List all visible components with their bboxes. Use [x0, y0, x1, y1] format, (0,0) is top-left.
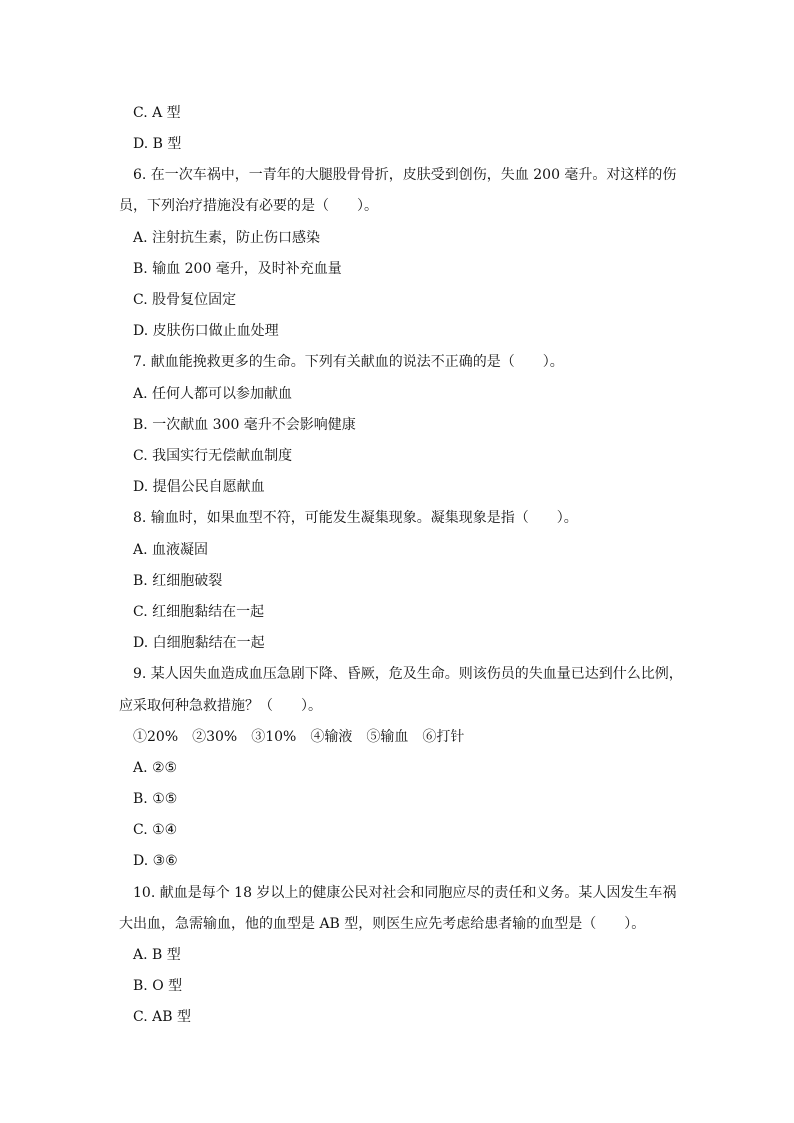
q9-option-d: D. ③⑥: [133, 853, 178, 869]
q7-option-b: B. 一次献血 300 毫升不会影响健康: [133, 417, 356, 433]
question-8-text: 8. 输血时，如果血型不符，可能发生凝集现象。凝集现象是指（ ）。: [133, 510, 578, 526]
question-9-text-cont: 应采取何种急救措施？（ ）。: [119, 698, 322, 714]
q9-choices: ①20% ②30% ③10% ④输液 ⑤输血 ⑥打针: [133, 729, 465, 745]
q9-option-b: B. ①⑤: [133, 791, 178, 807]
q8-option-b: B. 红细胞破裂: [133, 573, 223, 589]
question-9-text: 9. 某人因失血造成血压急剧下降、昏厥，危及生命。则该伤员的失血量已达到什么比例，: [133, 666, 683, 682]
question-6-text: 6. 在一次车祸中，一青年的大腿股骨骨折，皮肤受到创伤，失血 200 毫升。对这样的伤: [133, 167, 677, 183]
q10-option-b: B. O 型: [133, 978, 183, 994]
q6-option-a: A. 注射抗生素，防止伤口感染: [133, 230, 321, 246]
question-6-text-cont: 员，下列治疗措施没有必要的是（ ）。: [119, 198, 378, 214]
q8-option-c: C. 红细胞黏结在一起: [133, 604, 265, 620]
q6-option-b: B. 输血 200 毫升，及时补充血量: [133, 261, 342, 277]
q8-option-d: D. 白细胞黏结在一起: [133, 635, 265, 651]
question-7-text: 7. 献血能挽救更多的生命。下列有关献血的说法不正确的是（ ）。: [133, 354, 564, 370]
q8-option-a: A. 血液凝固: [133, 542, 209, 558]
q7-option-d: D. 提倡公民自愿献血: [133, 479, 265, 495]
q10-option-c: C. AB 型: [133, 1009, 191, 1025]
q9-option-a: A. ②⑤: [133, 760, 178, 776]
q9-option-c: C. ①④: [133, 822, 178, 838]
q7-option-c: C. 我国实行无偿献血制度: [133, 448, 293, 464]
question-10-text: 10. 献血是每个 18 岁以上的健康公民对社会和同胞应尽的责任和义务。某人因发生车祸: [133, 885, 677, 901]
option-c-prev: C. A 型: [133, 105, 181, 121]
q6-option-c: C. 股骨复位固定: [133, 292, 237, 308]
q10-option-a: A. B 型: [133, 947, 181, 963]
option-d-prev: D. B 型: [133, 136, 182, 152]
q6-option-d: D. 皮肤伤口做止血处理: [133, 323, 279, 339]
question-10-text-cont: 大出血，急需输血，他的血型是 AB 型，则医生应先考虑给患者输的血型是（ ）。: [119, 916, 646, 932]
q7-option-a: A. 任何人都可以参加献血: [133, 386, 293, 402]
